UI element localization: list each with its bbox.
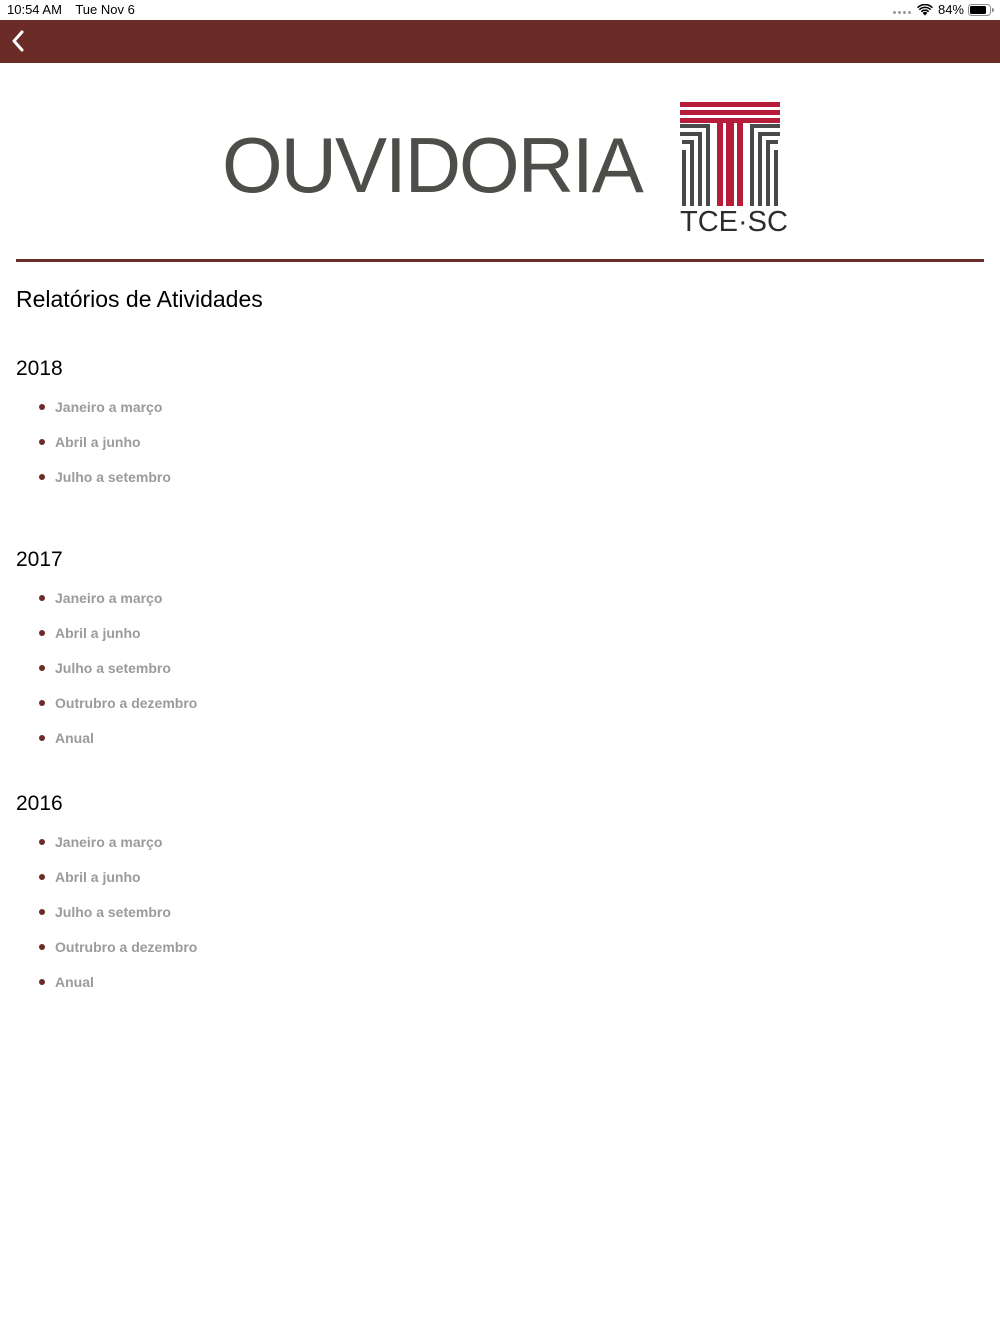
- bullet-icon: [39, 474, 45, 480]
- bullet-icon: [39, 404, 45, 410]
- list-item: [0, 393, 300, 428]
- bullet-icon: [39, 944, 45, 950]
- cellular-signal-icon: [893, 11, 911, 14]
- bullet-icon: [39, 595, 45, 601]
- report-link-2017-q4[interactable]: Outrubro a dezembro: [55, 695, 198, 711]
- back-button[interactable]: [4, 26, 32, 56]
- status-right: [893, 0, 994, 20]
- bullet-icon: [39, 874, 45, 880]
- ouvidoria-logo: [222, 100, 788, 240]
- report-link-2017-q2[interactable]: Abril a junho: [55, 625, 141, 641]
- bullet-icon: [39, 839, 45, 845]
- year-heading-2018: 2018: [16, 357, 63, 380]
- report-link-2016-q4[interactable]: Outrubro a dezembro: [55, 939, 198, 955]
- report-link-2016-annual[interactable]: Anual: [55, 974, 94, 990]
- report-link-2017-q1[interactable]: Janeiro a março: [55, 590, 163, 606]
- list-item: [0, 724, 300, 759]
- status-time: 10:54 AM: [7, 2, 62, 17]
- report-link-2018-q2[interactable]: Abril a junho: [55, 434, 141, 450]
- report-link-2017-q3[interactable]: Julho a setembro: [55, 660, 171, 676]
- wifi-icon: [917, 4, 933, 16]
- logo-wordmark: OUVIDORIA: [222, 121, 642, 209]
- report-link-2017-annual[interactable]: Anual: [55, 730, 94, 746]
- page-title: Relatórios de Atividades: [16, 286, 263, 312]
- list-item: [0, 828, 300, 863]
- status-bar: [0, 0, 1000, 20]
- list-item: [0, 463, 300, 498]
- list-item: [0, 428, 300, 463]
- report-link-2016-q1[interactable]: Janeiro a março: [55, 834, 163, 850]
- bullet-icon: [39, 665, 45, 671]
- list-item: [0, 898, 300, 933]
- battery-percentage: 84%: [937, 2, 964, 17]
- list-item: [0, 654, 300, 689]
- logo-subtitle: TCE·SC: [680, 206, 788, 238]
- header-divider: [16, 259, 984, 262]
- list-item: [0, 933, 300, 968]
- bullet-icon: [39, 979, 45, 985]
- status-left: [7, 0, 145, 20]
- report-link-2016-q3[interactable]: Julho a setembro: [55, 904, 171, 920]
- bullet-icon: [39, 909, 45, 915]
- chevron-left-icon: [11, 30, 25, 52]
- list-item: [0, 689, 300, 724]
- report-list-2016: [0, 828, 300, 1003]
- list-item: [0, 968, 300, 1003]
- report-link-2018-q1[interactable]: Janeiro a março: [55, 399, 163, 415]
- bullet-icon: [39, 735, 45, 741]
- list-item: [0, 584, 300, 619]
- tce-sc-emblem-icon: [680, 102, 780, 208]
- battery-icon: [968, 4, 994, 16]
- year-heading-2016: 2016: [16, 792, 63, 815]
- status-date: Tue Nov 6: [75, 2, 135, 17]
- bullet-icon: [39, 700, 45, 706]
- report-link-2018-q3[interactable]: Julho a setembro: [55, 469, 171, 485]
- navigation-bar: [0, 20, 1000, 63]
- list-item: [0, 863, 300, 898]
- bullet-icon: [39, 439, 45, 445]
- bullet-icon: [39, 630, 45, 636]
- report-list-2017: [0, 584, 300, 759]
- report-link-2016-q2[interactable]: Abril a junho: [55, 869, 141, 885]
- list-item: [0, 619, 300, 654]
- report-list-2018: [0, 393, 300, 498]
- year-heading-2017: 2017: [16, 548, 63, 571]
